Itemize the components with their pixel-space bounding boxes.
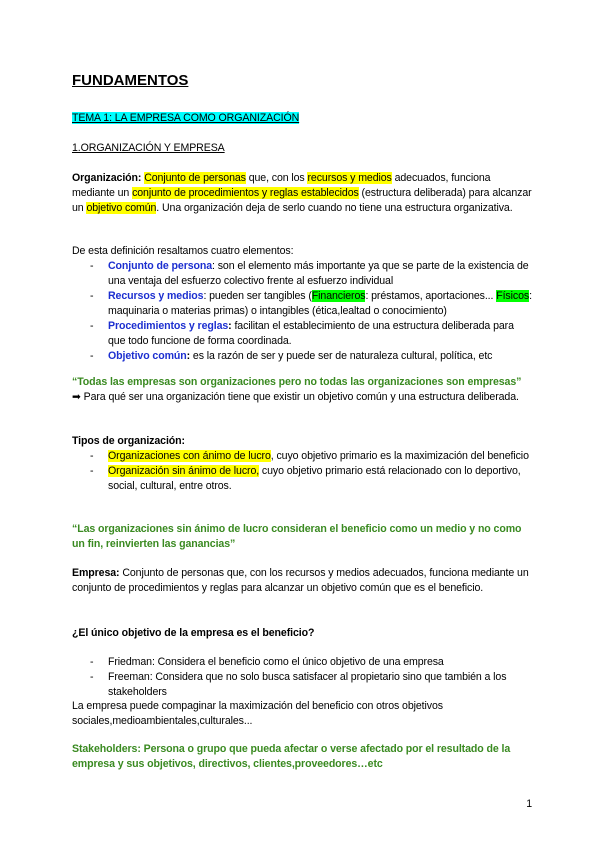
org-text: (estructura deliberada) para alcanzar un [72, 187, 532, 214]
element-colon: : [228, 320, 232, 332]
element-text: : pueden ser tangibles ( [203, 290, 312, 302]
list-item [72, 319, 532, 349]
tipos-heading: Tipos de organización: [72, 435, 185, 447]
tipo-text: cuyo objetivo primario está relacionado con lo deportivo, social, cultural, entre otros. [108, 465, 521, 492]
element-colon: : [186, 350, 191, 362]
quote-text: Para qué ser una organización tiene que existir un objetivo común y una estructura deliberada. [83, 391, 519, 403]
org-text: que, con los [245, 172, 308, 184]
empresa-label: Empresa: [72, 567, 120, 579]
element-term: Conjunto de persona [108, 260, 213, 272]
org-hl-recursos: recursos y medios [307, 172, 392, 184]
hl-fisicos: Físicos [496, 290, 530, 302]
tipos-list [72, 449, 532, 494]
tema-heading [72, 111, 532, 126]
list-item [72, 349, 532, 364]
page-number: 1 [526, 798, 532, 810]
question-heading: ¿El único objetivo de la empresa es el beneficio? [72, 627, 315, 639]
org-hl-procedimientos: conjunto de procedimientos y reglas establecidos [132, 187, 359, 199]
org-text: adecuados, funciona mediante un [72, 172, 491, 199]
authors-list [72, 655, 532, 700]
list-item [72, 449, 532, 464]
element-text: : préstamos, aportaciones... [365, 290, 497, 302]
tema-label: TEMA 1: LA EMPRESA COMO ORGANIZACIÓN [72, 112, 300, 124]
quote-bold: “Todas las empresas son organizaciones pero no todas las organizaciones son empresas” [72, 376, 522, 388]
list-item [72, 289, 532, 319]
element-term: Recursos y medios [108, 290, 204, 302]
tipo-hl: Organizaciones con ánimo de lucro [108, 450, 271, 462]
empresa-text: Conjunto de personas que, con los recursos y medios adecuados, funciona mediante un conjunto de procedimientos y reglas para alcanzar un objetivo común que es el beneficio. [72, 567, 529, 594]
document-title: FUNDAMENTOS [72, 72, 189, 89]
organizacion-definition [72, 171, 532, 216]
element-text: es la razón de ser y puede ser de naturaleza cultural, política, etc [190, 350, 493, 362]
element-text: facilitan el establecimiento de una estructura deliberada para que todo funcione de forma coordinada. [108, 320, 514, 347]
stakeholders-definition: Stakeholders: Persona o grupo que pueda afectar o verse afectado por el resultado de la empresa y sus objetivos, directivos, clientes,proveedores…etc [72, 743, 511, 770]
elements-list [72, 259, 532, 364]
org-hl-personas: Conjunto de personas [144, 172, 246, 184]
tipo-hl: Organización sin ánimo de lucro, [108, 465, 260, 477]
quote-sin-animo: “Las organizaciones sin ánimo de lucro consideran el beneficio como un medio y no como un fin, reinvierten las ganancias” [72, 523, 522, 550]
list-item: - Freeman: Considera que no solo busca satisfacer al propietario sino que también a los stakeholders [72, 670, 532, 700]
list-item [72, 464, 532, 494]
list-item: - Friedman: Considera el beneficio como el único objetivo de una empresa [72, 655, 532, 670]
element-term: Procedimientos y reglas [108, 320, 229, 332]
element-text: : maquinaria o materias primas) o intangibles (ética,lealtad o conocimiento) [108, 290, 532, 317]
compat-paragraph: La empresa puede compaginar la maximización del beneficio con otros objetivos sociales,medioambientales,culturales... [72, 700, 443, 727]
elements-intro: De esta definición resaltamos cuatro elementos: [72, 245, 294, 257]
element-text: : son el elemento más importante ya que se parte de la existencia de una ventaja del esfuerzo colectivo frente al esfuerzo individual [108, 260, 529, 287]
empresa-definition [72, 566, 532, 596]
list-item [72, 259, 532, 289]
org-label: Organización: [72, 172, 142, 184]
quote-empresas [72, 375, 532, 405]
element-term: Objetivo común [108, 350, 187, 362]
section-heading: 1.ORGANIZACIÓN Y EMPRESA [72, 142, 225, 154]
org-hl-objetivo: objetivo común [86, 202, 157, 214]
arrow-icon: ➡ [72, 391, 84, 403]
org-text: . Una organización deja de serlo cuando no tiene una estructura organizativa. [156, 202, 513, 214]
tipo-text: , cuyo objetivo primario es la maximización del beneficio [270, 450, 529, 462]
hl-financieros: Financieros [311, 290, 366, 302]
